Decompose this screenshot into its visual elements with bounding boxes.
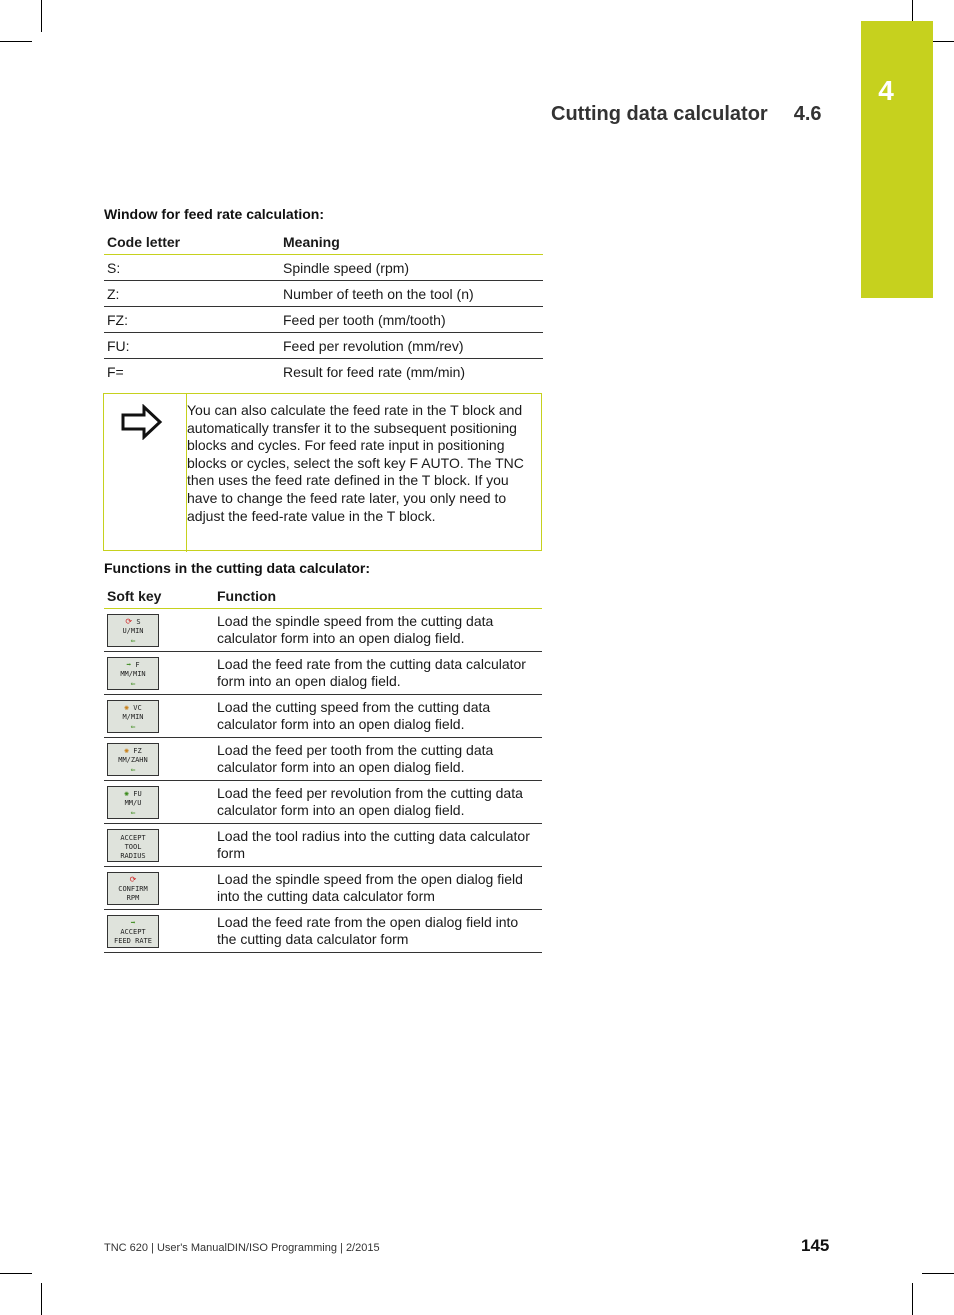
load-arrow-icon: ⇐ [130,721,136,731]
softkey-accept-tool-radius[interactable] [107,829,159,862]
load-arrow-icon: ⇐ [130,764,136,774]
softkey-label: MM/MIN [120,669,146,678]
code-letter: FU: [104,333,280,359]
code-letter: F= [107,363,124,380]
page-number: 145 [801,1236,830,1255]
softkey-label: RPM [126,893,140,902]
load-arrow-icon: ⇐ [130,678,136,688]
softkey-vc-m-min[interactable] [107,700,159,733]
table-row [104,910,542,953]
softkey-label: ACCEPT [120,833,146,842]
softkey-label: M/MIN [122,712,144,721]
softkey-confirm-rpm[interactable] [107,872,159,905]
footer-text: TNC 620 | User's ManualDIN/ISO Programming | 2/2015 [104,1242,380,1254]
meaning: Spindle speed (rpm) [280,255,543,281]
softkey-accept-feed-rate[interactable] [107,915,159,948]
table-row [104,359,543,385]
softkey-table [104,584,542,953]
column-header: Code letter [104,230,280,255]
column-header: Soft key [104,584,214,609]
functions-heading: Functions in the cutting data calculator: [104,560,371,576]
table-row [104,652,542,695]
crop-mark [41,0,42,32]
table-row [104,333,543,359]
chapter-tab [861,21,933,298]
softkey-fz-mm-zahn[interactable] [107,743,159,776]
softkey-label: TOOL [124,842,142,851]
function-description: Load the spindle speed from the open dialog field into the cutting data calculator form [214,867,542,910]
table-row [104,824,542,867]
feed-rate-window-heading: Window for feed rate calculation: [104,206,325,222]
function-description: Load the spindle speed from the cutting data calculator form into an open dialog field. [214,609,542,652]
softkey-fu-mm-u[interactable] [107,786,159,819]
crop-mark [0,1273,32,1274]
softkey-f-mm-min[interactable] [107,657,159,690]
function-description: Load the feed rate from the cutting data calculator form into an open dialog field. [214,652,542,695]
function-description: Load the tool radius into the cutting data calculator form [214,824,542,867]
crop-mark [41,1283,42,1315]
meaning: Result for feed rate (mm/min) [283,363,466,380]
feed-arrow-icon: ➡ [130,917,136,927]
function-description: Load the feed per tooth from the cutting data calculator form into an open dialog field. [214,738,542,781]
table-row [104,307,543,333]
column-header: Function [214,584,542,609]
note-text: You can also calculate the feed rate in the T block and automatically transfer it to the subsequent positioning blocks and cycles. For feed rate input in positioning blocks or cycles, select the soft key F AUTO. The TNC then uses the feed rate defined in the T block. If you have to change the feed rate later, you only need to adjust the feed-rate value in the T block. [187,402,524,524]
softkey-label: F [135,660,140,669]
code-letter: S: [104,255,280,281]
softkey-label: RADIUS [120,851,146,860]
meaning: Feed per tooth (mm/tooth) [280,307,543,333]
softkey-label: MM/U [124,798,142,807]
column-header: Meaning [280,230,543,255]
function-description: Load the feed per revolution from the cutting data calculator form into an open dialog field. [214,781,542,824]
code-letter-table [104,230,543,384]
spindle-icon: ⟳ [129,874,137,884]
crop-mark [922,1273,954,1274]
note-box [103,393,542,551]
table-row [104,281,543,307]
tooth-icon: ✺ [124,745,130,755]
crop-mark [912,1283,913,1315]
arrow-right-icon [120,404,164,440]
meaning: Number of teeth on the tool (n) [280,281,543,307]
softkey-label: MM/ZAHN [118,755,148,764]
softkey-label: FU [133,789,142,798]
load-arrow-icon: ⇐ [130,807,136,817]
code-letter: FZ: [104,307,280,333]
softkey-label: FEED RATE [114,936,152,945]
softkey-label: CONFIRM [118,884,148,893]
softkey-label: VC [133,703,142,712]
spindle-icon: ⟳ [125,616,133,626]
cutter-icon: ✺ [124,702,130,712]
table-row [104,781,542,824]
feed-arrow-icon: ➡ [126,659,132,669]
function-description: Load the cutting speed from the cutting data calculator form into an open dialog field. [214,695,542,738]
revolution-icon: ✺ [124,788,130,798]
softkey-label: FZ [133,746,142,755]
running-head [551,103,822,126]
meaning: Feed per revolution (mm/rev) [280,333,543,359]
table-row [104,255,543,281]
softkey-label: ACCEPT [120,927,146,936]
softkey-label: U/MIN [122,626,144,635]
table-row [104,609,542,652]
softkey-label: S [136,617,141,626]
crop-mark [0,41,32,42]
table-row [104,867,542,910]
chapter-number: 4 [878,75,894,106]
function-description: Load the feed rate from the open dialog field into the cutting data calculator form [214,910,542,953]
running-head-title: Cutting data calculator [551,103,768,125]
load-arrow-icon: ⇐ [130,635,136,645]
softkey-s-u-min[interactable] [107,614,159,647]
table-row [104,738,542,781]
running-head-section: 4.6 [793,103,822,125]
table-row [104,695,542,738]
code-letter: Z: [104,281,280,307]
